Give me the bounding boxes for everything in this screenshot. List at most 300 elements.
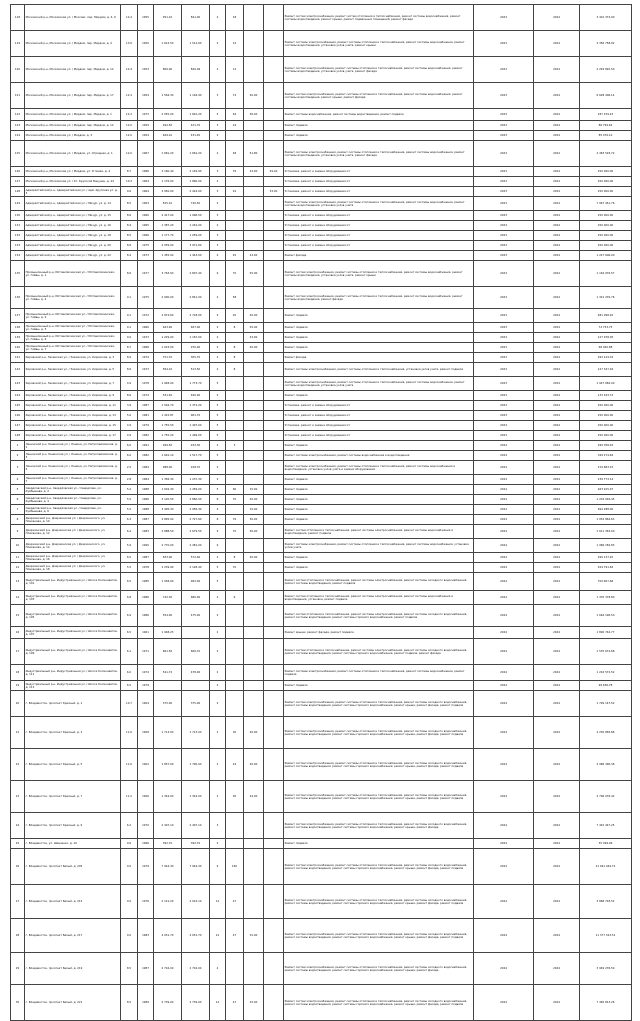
cell-sum: 133 163,72 — [580, 391, 632, 401]
cell-addr: Адмиралтейский р-н, Адмиралтейская ул. / Мичур, ул. д. 14 — [25, 197, 121, 211]
cell-n: 14 — [11, 591, 25, 605]
cell-n: 129 — [11, 197, 25, 211]
cell-works: Установка, ремонт и замена оборудования ит — [284, 411, 474, 421]
cell-works: Ремонт подвала — [284, 563, 474, 573]
cell-n: 127 — [11, 177, 25, 187]
cell-c4: 513,50 — [182, 363, 210, 377]
cell-c6: 8 — [226, 353, 244, 363]
cell-addr: Кировский р-н, Закамская ул. / Закамская, ул. Кировская, д. 5 — [25, 363, 121, 377]
cell-addr: Индустриальный р-н, Индустриальная ул. / Шоссе Космонавтов, д. 109 — [25, 639, 121, 665]
cell-y1: 2023 — [474, 197, 534, 211]
cell-c6 — [226, 573, 244, 591]
cell-sum: 2 483 593,72 — [580, 141, 632, 167]
cell-c2: 1982 — [138, 431, 154, 441]
cell-sum: 250 000,00 — [580, 431, 632, 441]
cell-sum: 7 967 451,76 — [580, 197, 632, 211]
cell-c6: 70 — [226, 563, 244, 573]
cell-c1: 3.9 — [121, 401, 138, 411]
cell-addr: Адмиралтейский р-н, Адмиралтейская ул. / Мичур, ул. д. 15 — [25, 211, 121, 221]
cell-c4: 970,00 — [182, 343, 210, 353]
table-row — [11, 431, 632, 441]
cell-y2: 2024 — [534, 627, 580, 639]
cell-c6: 24 — [226, 121, 244, 131]
cell-addr: Московский р-н, Московская ул. / Мирдом, пер. Мирдом, д. 12 — [25, 57, 121, 83]
table-row — [11, 57, 632, 83]
cell-c6: 64 — [226, 109, 244, 121]
cell-y2: 2024 — [534, 31, 580, 57]
cell-c6: 9 — [226, 591, 244, 605]
cell-y1: 2024 — [474, 591, 534, 605]
cell-addr: Кировский р-н, Закамская ул. / Закамская, ул. Кировская, д. 11 — [25, 401, 121, 411]
cell-c1: 5.0 — [121, 411, 138, 421]
cell-c8 — [264, 681, 284, 691]
cell-c2: 1954 — [138, 131, 154, 141]
cell-c4: 2 128,40 — [182, 563, 210, 573]
cell-y1: 2024 — [474, 681, 534, 691]
cell-c1: 11.2 — [121, 781, 138, 813]
cell-c8 — [264, 401, 284, 411]
cell-c1: 8.7 — [121, 167, 138, 177]
cell-c1: 9.0 — [121, 885, 138, 919]
cell-y1: 2024 — [474, 563, 534, 573]
cell-addr: Промышленный р-н, Мотовилихинская ул. / Мотовилихинская, ул. Гайвы, д. 1 — [25, 261, 121, 287]
cell-y1: 2023 — [474, 287, 534, 309]
cell-c8 — [264, 885, 284, 919]
cell-c6 — [226, 627, 244, 639]
table-row — [11, 333, 632, 343]
cell-c3: 2 888,50 — [154, 525, 182, 539]
cell-c7 — [244, 539, 264, 553]
cell-y2: 2024 — [534, 441, 580, 451]
cell-y1: 2023 — [474, 131, 534, 141]
cell-c3: 1 948,23 — [154, 627, 182, 639]
cell-c4: 475,00 — [182, 605, 210, 627]
cell-addr: Дзержинский р-н, Дзержинская ул. / Дзержинского, ул. Плеханова, д. 16 — [25, 553, 121, 563]
cell-sum: 68 020,88 — [580, 343, 632, 353]
cell-c1: 13.6 — [121, 31, 138, 57]
cell-c5: 5 — [210, 451, 226, 461]
cell-n: 132 — [11, 231, 25, 241]
cell-works: Ремонт систем электроснабжения, ремонт системы отопления и теплоснабжения, ремонт системы водоснабжения, ремонт системы водоотведения, ремонт фасада — [284, 287, 474, 309]
cell-y1: 2024 — [474, 885, 534, 919]
cell-c2: 1954 — [138, 83, 154, 109]
cell-sum: 4 796 976,42 — [580, 781, 632, 813]
cell-sum: 3 868 793,52 — [580, 885, 632, 919]
cell-c5: 4 — [210, 251, 226, 261]
cell-c3: 1 229,00 — [154, 333, 182, 343]
cell-c4: 1 443,00 — [182, 251, 210, 261]
cell-addr: Ленинский р-н, Ленинская ул. / Ленина, ул. Петропавловская, д. 3 — [25, 451, 121, 461]
cell-sum: 1 321 476,76 — [580, 287, 632, 309]
cell-c3: 988,00 — [154, 461, 182, 475]
cell-c5: 2 — [210, 639, 226, 665]
cell-addr: Московский р-н, Московская ул. / Мирдом, пер. Мирдом, д. 17 — [25, 83, 121, 109]
cell-c8: 29,40 — [264, 167, 284, 177]
cell-addr: Дзержинский р-н, Дзержинская ул. / Дзержинского, ул. Плеханова, д. 18 — [25, 563, 121, 573]
cell-n: 26 — [11, 849, 25, 885]
cell-c7 — [244, 475, 264, 485]
cell-c4: 2 718,00 — [182, 309, 210, 323]
cell-y2: 2024 — [534, 985, 580, 1021]
cell-c8 — [264, 141, 284, 167]
cell-works: Ремонт систем отопления и теплоснабжения, ремонт системы электроснабжения, ремонт системы холодного водоснабжения, ремонт системы водоотведения, ремонт системы горячего водоснабжения, ремонт подвала, ремонт фасада — [284, 639, 474, 665]
cell-c8 — [264, 251, 284, 261]
cell-works: Установка, ремонт и замена оборудования ит — [284, 177, 474, 187]
cell-n: 141 — [11, 353, 25, 363]
cell-c5: 12 — [210, 985, 226, 1021]
cell-c3: 2 739,00 — [154, 985, 182, 1021]
cell-c1: 11.6 — [121, 717, 138, 749]
cell-c8 — [264, 849, 284, 885]
cell-n: 136 — [11, 287, 25, 309]
cell-c4: 1 059,00 — [182, 231, 210, 241]
cell-c2: 1975 — [138, 241, 154, 251]
cell-c5: 3 — [210, 167, 226, 177]
cell-y2: 2024 — [534, 131, 580, 141]
cell-c1: 9.6 — [121, 187, 138, 197]
cell-n: 23 — [11, 781, 25, 813]
cell-c8 — [264, 515, 284, 525]
cell-c8 — [264, 411, 284, 421]
cell-y2: 2024 — [534, 333, 580, 343]
cell-c8 — [264, 109, 284, 121]
cell-y1: 2023 — [474, 261, 534, 287]
cell-sum: 250 000,00 — [580, 187, 632, 197]
cell-c1: 12.0 — [121, 141, 138, 167]
cell-c6: 18 — [226, 5, 244, 31]
cell-y2: 2024 — [534, 515, 580, 525]
cell-n: 29 — [11, 953, 25, 985]
cell-c8 — [264, 431, 284, 441]
cell-c3: 1 176,00 — [154, 177, 182, 187]
cell-n: 13 — [11, 573, 25, 591]
cell-c3: 1 564,30 — [154, 83, 182, 109]
table-row — [11, 121, 632, 131]
cell-c6: 74 — [226, 83, 244, 109]
cell-c2: 1979 — [138, 849, 154, 885]
cell-c8 — [264, 539, 284, 553]
cell-c5: 2 — [210, 131, 226, 141]
table-row — [11, 539, 632, 553]
cell-addr: Московский р-н, Московская ул. / Мирдом, пер. Мирдом, д. 1 — [25, 109, 121, 121]
cell-works: Ремонт систем электроснабжения, ремонт систем отопления и теплоснабжения, ремонт системы водоснабжения, ремонт системы водоотведения, ремонт крыши, ремонт подвальных помещений, ремонт фасада — [284, 5, 474, 31]
cell-c4: 1 790,00 — [182, 749, 210, 781]
cell-n: 123 — [11, 121, 25, 131]
table-row — [11, 231, 632, 241]
cell-n: 12 — [11, 563, 25, 573]
cell-sum: 21 991 464,72 — [580, 849, 632, 885]
cell-addr: Кировский р-н, Закамская ул. / Закамская, ул. Кировская, д. 3 — [25, 353, 121, 363]
cell-works: Ремонт систем отопления и теплоснабжения, ремонт системы электроснабжения, ремонт системы холодного водоснабжения, ремонт системы водоотведения, ремонт системы горячего водоснабжения, ремонт подвала — [284, 605, 474, 627]
cell-c1: 6.1 — [121, 639, 138, 665]
cell-c1: 12.0 — [121, 121, 138, 131]
cell-c3: 2 716,00 — [154, 953, 182, 985]
cell-c2: 1906 — [138, 781, 154, 813]
cell-c5: 5 — [210, 411, 226, 421]
cell-c1: 8.6 — [121, 261, 138, 287]
cell-works: Ремонт системы электроснабжения, ремонт системы отопления и теплоснабжения, ремонт системы водоснабжения, ремонт системы водоотведения, установка узлов учета — [284, 377, 474, 391]
cell-addr: Индустриальный р-н, Индустриальная ул. / Шоссе Космонавтов, д. 113 — [25, 681, 121, 691]
cell-c3: 269,50 — [154, 441, 182, 451]
cell-c2: 1987 — [138, 401, 154, 411]
table-row — [11, 109, 632, 121]
cell-c8 — [264, 261, 284, 287]
cell-c4: 740,50 — [182, 197, 210, 211]
cell-works: Ремонт подвала — [284, 839, 474, 849]
cell-c4: 1 167,00 — [182, 333, 210, 343]
cell-y1: 2024 — [474, 485, 534, 495]
cell-c6: 70 — [226, 525, 244, 539]
cell-c4 — [182, 627, 210, 639]
cell-c1: 8.5 — [121, 197, 138, 211]
cell-c2: 1975 — [138, 287, 154, 309]
cell-c3: 623,90 — [154, 323, 182, 333]
cell-addr: Промышленный р-н, Мотовилихинская ул. / Мотовилихинская, ул. Гайвы, д. 5 — [25, 323, 121, 333]
cell-c3: 3 160,40 — [154, 167, 182, 177]
cell-sum: 4 230 865,86 — [580, 717, 632, 749]
cell-c7 — [244, 451, 264, 461]
cell-works: Ремонт подвала — [284, 121, 474, 131]
cell-c4: 2 481,00 — [182, 539, 210, 553]
cell-c2: 1964 — [138, 187, 154, 197]
cell-c5: 9 — [210, 261, 226, 287]
cell-c6: 76 — [226, 515, 244, 525]
cell-addr: Промышленный р-н, Мотовилихинская ул. / Мотовилихинская, ул. Гайвы, д. 4 — [25, 309, 121, 323]
cell-c2: 1987 — [138, 515, 154, 525]
cell-addr: Ленинский р-н, Ленинская ул. / Ленина, ул. Петропавловская, д. 1 — [25, 441, 121, 451]
cell-y2: 2024 — [534, 813, 580, 839]
cell-c1: 8.5 — [121, 231, 138, 241]
cell-c7: 15,00 — [244, 505, 264, 515]
cell-c3: 2 770,00 — [154, 539, 182, 553]
cell-works: Ремонт систем электроснабжения, ремонт системы отопления и теплоснабжения, ремонт системы водоснабжения, ремонт системы водоотведения, установка узлов учета, ремонт фасада — [284, 57, 474, 83]
cell-c1: 12.4 — [121, 83, 138, 109]
cell-sum: 919 791,84 — [580, 563, 632, 573]
cell-c5: 2 — [210, 343, 226, 353]
cell-y1: 2023 — [474, 431, 534, 441]
cell-c4: 1 372,20 — [182, 401, 210, 411]
cell-n: 30 — [11, 985, 25, 1021]
cell-addr: г. Владивосток, проспект Красный, д. 9 — [25, 813, 121, 839]
cell-c8 — [264, 505, 284, 515]
cell-c7: 20,00 — [244, 553, 264, 563]
cell-c1: 12.9 — [121, 57, 138, 83]
cell-c8 — [264, 131, 284, 141]
cell-works: Ремонт систем электроснабжения, ремонт системы отопления и теплоснабжения, ремонт системы водоснабжения, ремонт системы водоотведения, ремонт крыши, ремонт фасада — [284, 83, 474, 109]
cell-n: 9 — [11, 525, 25, 539]
cell-c4: 1 810,20 — [182, 109, 210, 121]
cell-c7 — [244, 563, 264, 573]
cell-n: 1 — [11, 441, 25, 451]
cell-y1: 2024 — [474, 525, 534, 539]
cell-c4: 2 497,10 — [182, 813, 210, 839]
cell-c5: 5 — [210, 563, 226, 573]
cell-y2: 2024 — [534, 353, 580, 363]
cell-c3: 371,70 — [154, 353, 182, 363]
cell-c3: 1 177,70 — [154, 231, 182, 241]
cell-c8 — [264, 953, 284, 985]
cell-c5: 3 — [210, 121, 226, 131]
table-row — [11, 985, 632, 1021]
cell-c8 — [264, 553, 284, 563]
cell-n: 3 — [11, 461, 25, 475]
cell-y2: 2024 — [534, 461, 580, 475]
cell-c2: 1960 — [138, 323, 154, 333]
cell-c8 — [264, 813, 284, 839]
cell-c6 — [226, 839, 244, 849]
cell-c7 — [244, 431, 264, 441]
cell-c5: 2 — [210, 333, 226, 343]
cell-c3: 2 895,00 — [154, 515, 182, 525]
cell-c5: 2 — [210, 839, 226, 849]
cell-c8 — [264, 627, 284, 639]
cell-y2: 2024 — [534, 849, 580, 885]
cell-c4: 3 971,60 — [182, 241, 210, 251]
table-row — [11, 885, 632, 919]
cell-c5: 5 — [210, 377, 226, 391]
cell-n: 4 — [11, 475, 25, 485]
cell-y2: 2024 — [534, 363, 580, 377]
cell-sum: 187 159,43 — [580, 109, 632, 121]
table-row — [11, 167, 632, 177]
cell-sum: 99 636,78 — [580, 681, 632, 691]
cell-y2: 2024 — [534, 251, 580, 261]
cell-c3: 1 713,00 — [154, 717, 182, 749]
cell-c7 — [244, 839, 264, 849]
cell-c1: 8.6 — [121, 211, 138, 221]
cell-y1: 2023 — [474, 421, 534, 431]
cell-works: Установка, ремонт и замена оборудования ит — [284, 401, 474, 411]
cell-c2: 1973 — [138, 363, 154, 377]
cell-n: 134 — [11, 251, 25, 261]
cell-c6: 91 — [226, 187, 244, 197]
cell-sum: 4 356 758,92 — [580, 31, 632, 57]
cell-works: Ремонт системы электроснабжения, ремонт системы отопления и теплоснабжения, установка узлов учета, ремонт подвала — [284, 363, 474, 377]
cell-c7: 24,00 — [244, 781, 264, 813]
cell-c8 — [264, 211, 284, 221]
cell-c2: 1972 — [138, 309, 154, 323]
table-row — [11, 749, 632, 781]
cell-c4: 1 713,00 — [182, 717, 210, 749]
cell-n: 144 — [11, 391, 25, 401]
cell-c8 — [264, 691, 284, 717]
cell-c3: 4 059,00 — [154, 241, 182, 251]
cell-c2: 1950 — [138, 31, 154, 57]
cell-addr: Адмиралтейский р-н, Адмиралтейская ул. / Мичур, ул. д. 18 — [25, 231, 121, 241]
cell-c4: 841,00 — [182, 5, 210, 31]
cell-c2: 1984 — [138, 475, 154, 485]
cell-addr: Московский р-н, Московская ул. / Мирдом, ул. Угловая, д. 4 — [25, 167, 121, 177]
cell-c1: 9.1 — [121, 323, 138, 333]
cell-c2: 1963 — [138, 197, 154, 211]
cell-c5: 2 — [210, 691, 226, 717]
cell-c1: 2.5 — [121, 461, 138, 475]
cell-c6: 47 — [226, 885, 244, 919]
cell-c3: 541,40 — [154, 391, 182, 401]
cell-y2: 2024 — [534, 749, 580, 781]
cell-works: Установка, ремонт и замена оборудования ит — [284, 167, 474, 177]
cell-c6 — [226, 665, 244, 681]
cell-addr: Ленинский р-н, Ленинская ул. / Ленина, ул. Петропавловская, д. 7 — [25, 475, 121, 485]
cell-c1: 6.0 — [121, 665, 138, 681]
cell-c1: 8.6 — [121, 241, 138, 251]
cell-c4: 478,00 — [182, 665, 210, 681]
cell-sum: 694 288,00 — [580, 505, 632, 515]
cell-c3: 742,30 — [154, 591, 182, 605]
cell-c6: 12 — [226, 31, 244, 57]
cell-c2: 1973 — [138, 109, 154, 121]
cell-c7 — [244, 391, 264, 401]
cell-y2: 2024 — [534, 177, 580, 187]
cell-c4: 820,09 — [182, 57, 210, 83]
cell-c2: 1976 — [138, 885, 154, 919]
cell-y2: 2024 — [534, 5, 580, 31]
cell-addr: Свердловский р-н, Свердловская ул. / Свердлова, ул. Куйбышева, д. 6 — [25, 505, 121, 515]
cell-c1: 2.8 — [121, 475, 138, 485]
cell-c5: 9 — [210, 309, 226, 323]
cell-c3: 2 239,90 — [154, 563, 182, 573]
cell-c8 — [264, 287, 284, 309]
cell-sum: 127 978,05 — [580, 333, 632, 343]
cell-c5: 4 — [210, 953, 226, 985]
cell-y2: 2024 — [534, 411, 580, 421]
cell-c4: 2 716,00 — [182, 953, 210, 985]
cell-c3: 3 763,50 — [154, 261, 182, 287]
cell-y1: 2023 — [474, 187, 534, 197]
cell-c2: 1967 — [138, 141, 154, 167]
cell-c5: 2 — [210, 57, 226, 83]
cell-addr: Индустриальный р-н, Индустриальная ул. / Шоссе Космонавтов, д. 103 — [25, 591, 121, 605]
cell-works: Ремонт системы электроснабжения, ремонт системы водоснабжения и водоотведения — [284, 451, 474, 461]
cell-y1: 2023 — [474, 121, 534, 131]
cell-c8 — [264, 591, 284, 605]
cell-c1: 8.6 — [121, 363, 138, 377]
cell-y2: 2024 — [534, 839, 580, 849]
cell-c6 — [226, 605, 244, 627]
cell-c4: 421,70 — [182, 121, 210, 131]
cell-c3: 2 497,10 — [154, 813, 182, 839]
cell-c4: 1 512,60 — [182, 31, 210, 57]
cell-c3: 1 356,30 — [154, 475, 182, 485]
cell-y1: 2024 — [474, 461, 534, 475]
cell-c3: 7 944,30 — [154, 849, 182, 885]
cell-addr: Ленинский р-н, Ленинская ул. / Ленина, ул. Петропавловская, д. 5 — [25, 461, 121, 475]
cell-c4: 2 022,10 — [182, 885, 210, 919]
cell-c2: 1987 — [138, 953, 154, 985]
cell-sum: 11 377 523,51 — [580, 919, 632, 953]
cell-c4: 1 996,50 — [182, 211, 210, 221]
cell-works: Ремонт систем электроснабжения, ремонт системы отопления и теплоснабжения, ремонт системы холодного водоснабжения, ремонт системы водоотведения, ремонт системы горячего водоснабжения, ремонт крыши, ремонт фасада, ремонт подвала — [284, 985, 474, 1021]
cell-c8 — [264, 781, 284, 813]
cell-sum: 2 249 820,50 — [580, 57, 632, 83]
cell-y2: 2024 — [534, 261, 580, 287]
cell-c7 — [244, 363, 264, 377]
cell-y1: 2024 — [474, 839, 534, 849]
cell-c6: 8 — [226, 553, 244, 563]
cell-c6 — [226, 639, 244, 665]
cell-c2: 1904 — [138, 691, 154, 717]
cell-n: 119 — [11, 31, 25, 57]
cell-c3: 2 417,00 — [154, 211, 182, 221]
table-row — [11, 421, 632, 431]
table-row — [11, 605, 632, 627]
cell-y2: 2024 — [534, 919, 580, 953]
cell-c1: 6.8 — [121, 591, 138, 605]
cell-y1: 2024 — [474, 573, 534, 591]
cell-c1: 4.9 — [121, 421, 138, 431]
cell-n: 120 — [11, 57, 25, 83]
cell-c4: 243,30 — [182, 441, 210, 451]
